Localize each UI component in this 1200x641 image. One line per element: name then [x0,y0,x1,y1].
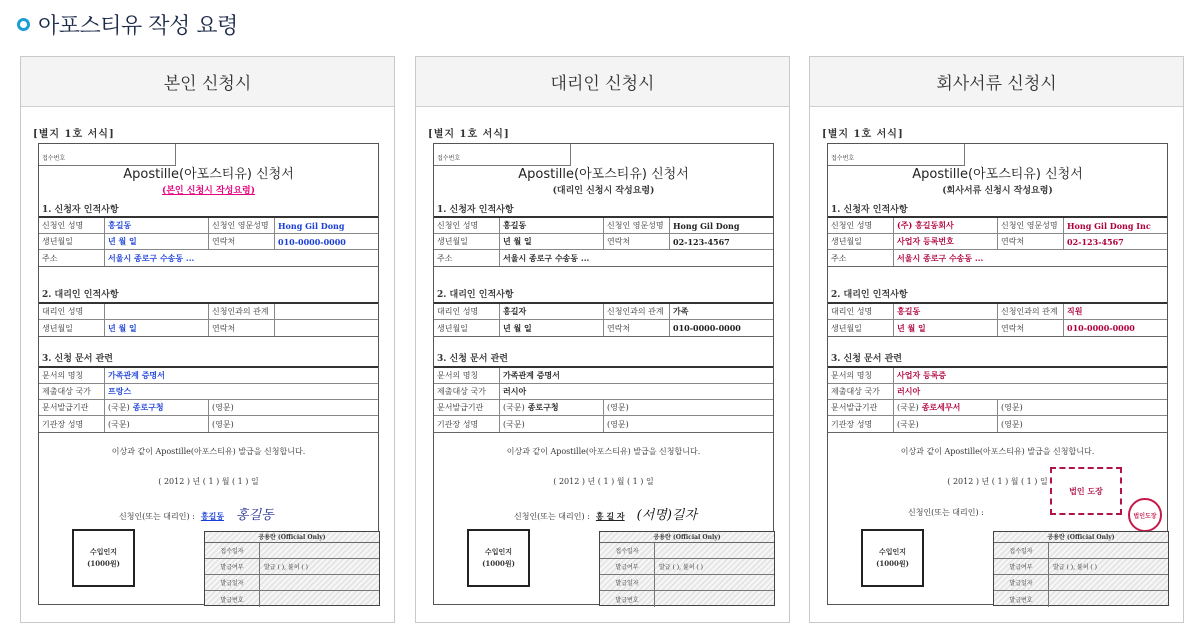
birth-label: 생년월일 [828,234,894,249]
form-title: Apostille(아포스티유) 신청서 [123,167,294,182]
official-use-box [204,531,380,606]
kor-tag: (국문) [503,403,525,412]
table-row [39,234,378,250]
table-row [39,250,378,266]
agent-name-value: 홍길자 [500,304,604,319]
addr-value: 서울시 종로구 수송동 ... [503,252,590,263]
official-row-value [1049,543,1168,558]
form-subtitle: (본인 신청시 작성요령) [161,186,256,196]
addr-label: 주소 [434,250,500,266]
form-sheet [827,143,1168,605]
signer-label: 신청인(또는 대리인) : [119,512,195,521]
section-agent: 2. 대리인 인적사항 [42,290,119,300]
table-row [39,416,378,432]
signer-name: 홍길동 [200,511,225,521]
relation-value: 직원 [1067,306,1083,316]
section-agent: 2. 대리인 인적사항 [831,290,908,300]
applicant-table [39,216,378,267]
section-applicant: 1. 신청자 인적사항 [831,205,908,215]
statement: 이상과 같이 Apostille(아포스티유) 발급을 신청합니다. [111,447,306,456]
country-label: 제출대상 국가 [434,384,500,399]
doc-name-label: 문서의 명칭 [39,368,105,383]
official-row-value [655,575,774,590]
card-header: 회사서류 신청시 [810,57,1183,107]
form-image [33,125,385,607]
stamp-line2: (1000원) [482,559,515,568]
official-row-value [260,543,379,558]
name-value: 홍길동 [500,218,604,233]
page-title-text: 아포스티유 작성 요령 [38,13,238,39]
agent-table [434,302,773,337]
birth-label: 생년월일 [434,234,500,249]
agent-contact-value [275,320,378,336]
official-row [205,591,379,607]
birth-value: 년 월 일 [105,234,209,249]
official-row [600,591,774,607]
issuer-kor-value: 종로구청 [132,402,164,412]
official-row-label: 발급여부 [205,559,260,574]
head-kor-cell: (국문) [894,416,998,432]
doc-name-value: 가족관계 증명서 [108,370,165,380]
head-eng-cell: (영문) [212,419,234,429]
statement: 이상과 같이 Apostille(아포스티유) 발급을 신청합니다. [900,447,1095,456]
receipt-number-box: 접수번호 [434,144,571,166]
table-row [828,400,1167,416]
contact-label: 연락처 [604,234,670,249]
form-subtitle: (대리인 신청시 작성요령) [552,186,655,196]
date-line: ( 2012 ) 년 ( 1 ) 월 ( 1 ) 일 [553,477,654,486]
guide-card [809,56,1184,623]
official-row-value: 발급 ( ), 불허 ( ) [1053,564,1097,571]
document-table [434,366,773,433]
table-row [39,304,378,320]
issuer-eng-cell: (영문) [607,403,629,412]
table-row [39,218,378,234]
addr-label: 주소 [828,250,894,266]
form-image [428,125,780,607]
official-row-label: 발급여부 [600,559,655,574]
agent-contact-label: 연락처 [998,320,1064,336]
head-label: 기관장 성명 [434,416,500,432]
signer-line [908,504,1002,519]
table-row [434,250,773,266]
agent-birth-value: 년 월 일 [105,320,209,336]
agent-birth-label: 생년월일 [828,320,894,336]
eng-name-label: 신청인 영문성명 [998,218,1064,233]
receipt-number-box: 접수번호 [39,144,176,166]
handwritten-signature: 홍길동 [236,508,274,523]
guide-card [20,56,395,623]
head-kor-cell: (국문) [105,416,209,432]
doc-name-label: 문서의 명칭 [434,368,500,383]
table-row [434,384,773,400]
card-header: 본인 신청시 [21,57,394,107]
issuer-kor-value: 종로세무서 [921,402,961,412]
issuer-kor-cell [105,400,209,415]
issuer-label: 문서발급기관 [39,400,105,415]
section-applicant: 1. 신청자 인적사항 [42,205,119,215]
relation-value [275,304,378,319]
table-row [828,368,1167,384]
handwritten-signature: (서명)길자 [636,508,698,523]
table-row [828,320,1167,336]
country-label: 제출대상 국가 [828,384,894,399]
relation-label: 신청인과의 관계 [998,304,1064,319]
name-value: 홍길동 [105,218,209,233]
country-label: 제출대상 국가 [39,384,105,399]
official-row-label: 발급일자 [205,575,260,590]
table-row [828,384,1167,400]
name-value: (주) 홍길동회사 [894,218,998,233]
official-row-label: 발급번호 [600,591,655,607]
country-value: 러시아 [897,386,921,396]
signer-line [514,504,697,523]
corporate-seal-stamp: 법인도장 [1128,498,1162,532]
contact-value: 010-0000-0000 [278,236,346,247]
form-title: Apostille(아포스티유) 신청서 [912,167,1083,182]
addr-value: 서울시 종로구 수송동 ... [108,252,195,263]
form-label: [별지 1호 서식] [822,129,904,140]
agent-table [828,302,1167,337]
relation-value: 가족 [673,306,689,316]
corporate-seal-box: 법인 도장 [1050,467,1122,515]
form-label: [별지 1호 서식] [33,129,115,140]
relation-label: 신청인과의 관계 [604,304,670,319]
statement: 이상과 같이 Apostille(아포스티유) 발급을 신청합니다. [506,447,701,456]
revenue-stamp-box [467,529,530,587]
form-sheet [38,143,379,605]
applicant-table [434,216,773,267]
issuer-label: 문서발급기관 [434,400,500,415]
issuer-eng-cell: (영문) [212,403,234,412]
agent-contact-value: 010-0000-0000 [1067,323,1135,333]
country-value: 프랑스 [108,386,132,396]
official-row-label: 접수일자 [994,543,1049,558]
official-row-label: 접수일자 [205,543,260,558]
doc-name-value: 사업자 등록증 [897,370,947,380]
contact-label: 연락처 [209,234,275,249]
kor-tag: (국문) [897,403,919,412]
birth-label: 생년월일 [39,234,105,249]
table-row [39,384,378,400]
official-row [600,543,774,559]
table-row [434,234,773,250]
agent-contact-label: 연락처 [604,320,670,336]
official-row-label: 발급번호 [994,591,1049,607]
country-value: 러시아 [503,386,527,396]
name-label: 신청인 성명 [434,218,500,233]
stamp-line1: 수입인지 [878,547,907,556]
table-row [434,320,773,336]
table-row [434,368,773,384]
table-row [39,400,378,416]
contact-value: 02-123-4567 [673,236,730,247]
eng-name-label: 신청인 영문성명 [604,218,670,233]
revenue-stamp-box [861,529,924,587]
head-eng-cell: (영문) [607,419,629,429]
eng-name-label: 신청인 영문성명 [209,218,275,233]
date-line: ( 2012 ) 년 ( 1 ) 월 ( 1 ) 일 [947,477,1048,486]
table-row [39,368,378,384]
official-row-value [260,575,379,590]
official-row [205,559,379,575]
section-applicant: 1. 신청자 인적사항 [437,205,514,215]
section-document: 3. 신청 문서 관련 [437,354,508,364]
kor-tag: (국문) [108,403,130,412]
contact-label: 연락처 [998,234,1064,249]
official-row-value: 발급 ( ), 불허 ( ) [264,564,308,571]
section-document: 3. 신청 문서 관련 [831,354,902,364]
form-subtitle: (회사서류 신청시 작성요령) [942,186,1053,196]
circle-bullet-icon [17,18,30,31]
table-row [434,304,773,320]
official-row [600,559,774,575]
head-kor-cell: (국문) [500,416,604,432]
agent-name-label: 대리인 성명 [39,304,105,319]
eng-name-value: Hong Gil Dong [278,220,345,231]
official-use-box [993,531,1169,606]
signer-label: 신청인(또는 대리인) : [908,508,984,517]
table-row [828,218,1167,234]
agent-table [39,302,378,337]
contact-value: 02-123-4567 [1067,236,1124,247]
official-header: 공용란 (Official Only) [994,532,1168,543]
official-row [994,591,1168,607]
official-header: 공용란 (Official Only) [205,532,379,543]
official-row-value [655,543,774,558]
stamp-line1: 수입인지 [89,547,118,556]
official-row-label: 발급번호 [205,591,260,607]
official-row-value [655,591,774,607]
official-row-value [260,591,379,607]
issuer-label: 문서발급기관 [828,400,894,415]
stamp-line2: (1000원) [876,559,909,568]
issuer-kor-value: 종로구청 [527,402,559,412]
agent-name-label: 대리인 성명 [434,304,500,319]
date-line: ( 2012 ) 년 ( 1 ) 월 ( 1 ) 일 [158,477,259,486]
receipt-number-box: 접수번호 [828,144,965,166]
table-row [828,416,1167,432]
table-row [434,218,773,234]
agent-birth-label: 생년월일 [39,320,105,336]
form-title: Apostille(아포스티유) 신청서 [518,167,689,182]
eng-name-value: Hong Gil Dong [673,220,740,231]
doc-name-label: 문서의 명칭 [828,368,894,383]
official-row-label: 발급일자 [600,575,655,590]
agent-birth-label: 생년월일 [434,320,500,336]
agent-contact-label: 연락처 [209,320,275,336]
official-row [994,559,1168,575]
table-row [828,304,1167,320]
form-label: [별지 1호 서식] [428,129,510,140]
agent-contact-value: 010-0000-0000 [673,323,741,333]
agent-name-value [105,304,209,319]
official-row-label: 발급여부 [994,559,1049,574]
table-row [434,400,773,416]
table-row [39,320,378,336]
stamp-line2: (1000원) [87,559,120,568]
head-label: 기관장 성명 [39,416,105,432]
name-label: 신청인 성명 [828,218,894,233]
official-row-value [1049,591,1168,607]
form-sheet [433,143,774,605]
agent-name-label: 대리인 성명 [828,304,894,319]
addr-value: 서울시 종로구 수송동 ... [897,252,984,263]
revenue-stamp-box [72,529,135,587]
table-row [434,416,773,432]
stamp-line1: 수입인지 [484,547,513,556]
official-row-label: 발급일자 [994,575,1049,590]
agent-name-value: 홍길동 [894,304,998,319]
official-header: 공용란 (Official Only) [600,532,774,543]
official-row-value: 발급 ( ), 불허 ( ) [659,564,703,571]
eng-name-value: Hong Gil Dong Inc [1067,220,1151,231]
signer-label: 신청인(또는 대리인) : [514,512,590,521]
official-row [994,575,1168,591]
addr-label: 주소 [39,250,105,266]
birth-value: 사업자 등록번호 [894,234,998,249]
guide-card [415,56,790,623]
doc-name-value: 가족관계 증명서 [503,370,560,380]
table-row [828,250,1167,266]
signer-line [119,504,274,523]
official-use-box [599,531,775,606]
relation-label: 신청인과의 관계 [209,304,275,319]
document-table [39,366,378,433]
issuer-kor-cell [894,400,998,415]
agent-birth-value: 년 월 일 [500,320,604,336]
card-header: 대리인 신청시 [416,57,789,107]
official-row [205,575,379,591]
agent-birth-value: 년 월 일 [894,320,998,336]
official-row [205,543,379,559]
official-row [994,543,1168,559]
section-agent: 2. 대리인 인적사항 [437,290,514,300]
head-label: 기관장 성명 [828,416,894,432]
head-eng-cell: (영문) [1001,419,1023,429]
section-document: 3. 신청 문서 관련 [42,354,113,364]
page-title [17,7,238,41]
document-table [828,366,1167,433]
official-row-value [1049,575,1168,590]
issuer-kor-cell [500,400,604,415]
form-image [822,125,1174,607]
official-row-label: 접수일자 [600,543,655,558]
issuer-eng-cell: (영문) [1001,403,1023,412]
name-label: 신청인 성명 [39,218,105,233]
table-row [828,234,1167,250]
official-row [600,575,774,591]
applicant-table [828,216,1167,267]
birth-value: 년 월 일 [500,234,604,249]
signer-name: 홍 길 자 [595,511,625,521]
